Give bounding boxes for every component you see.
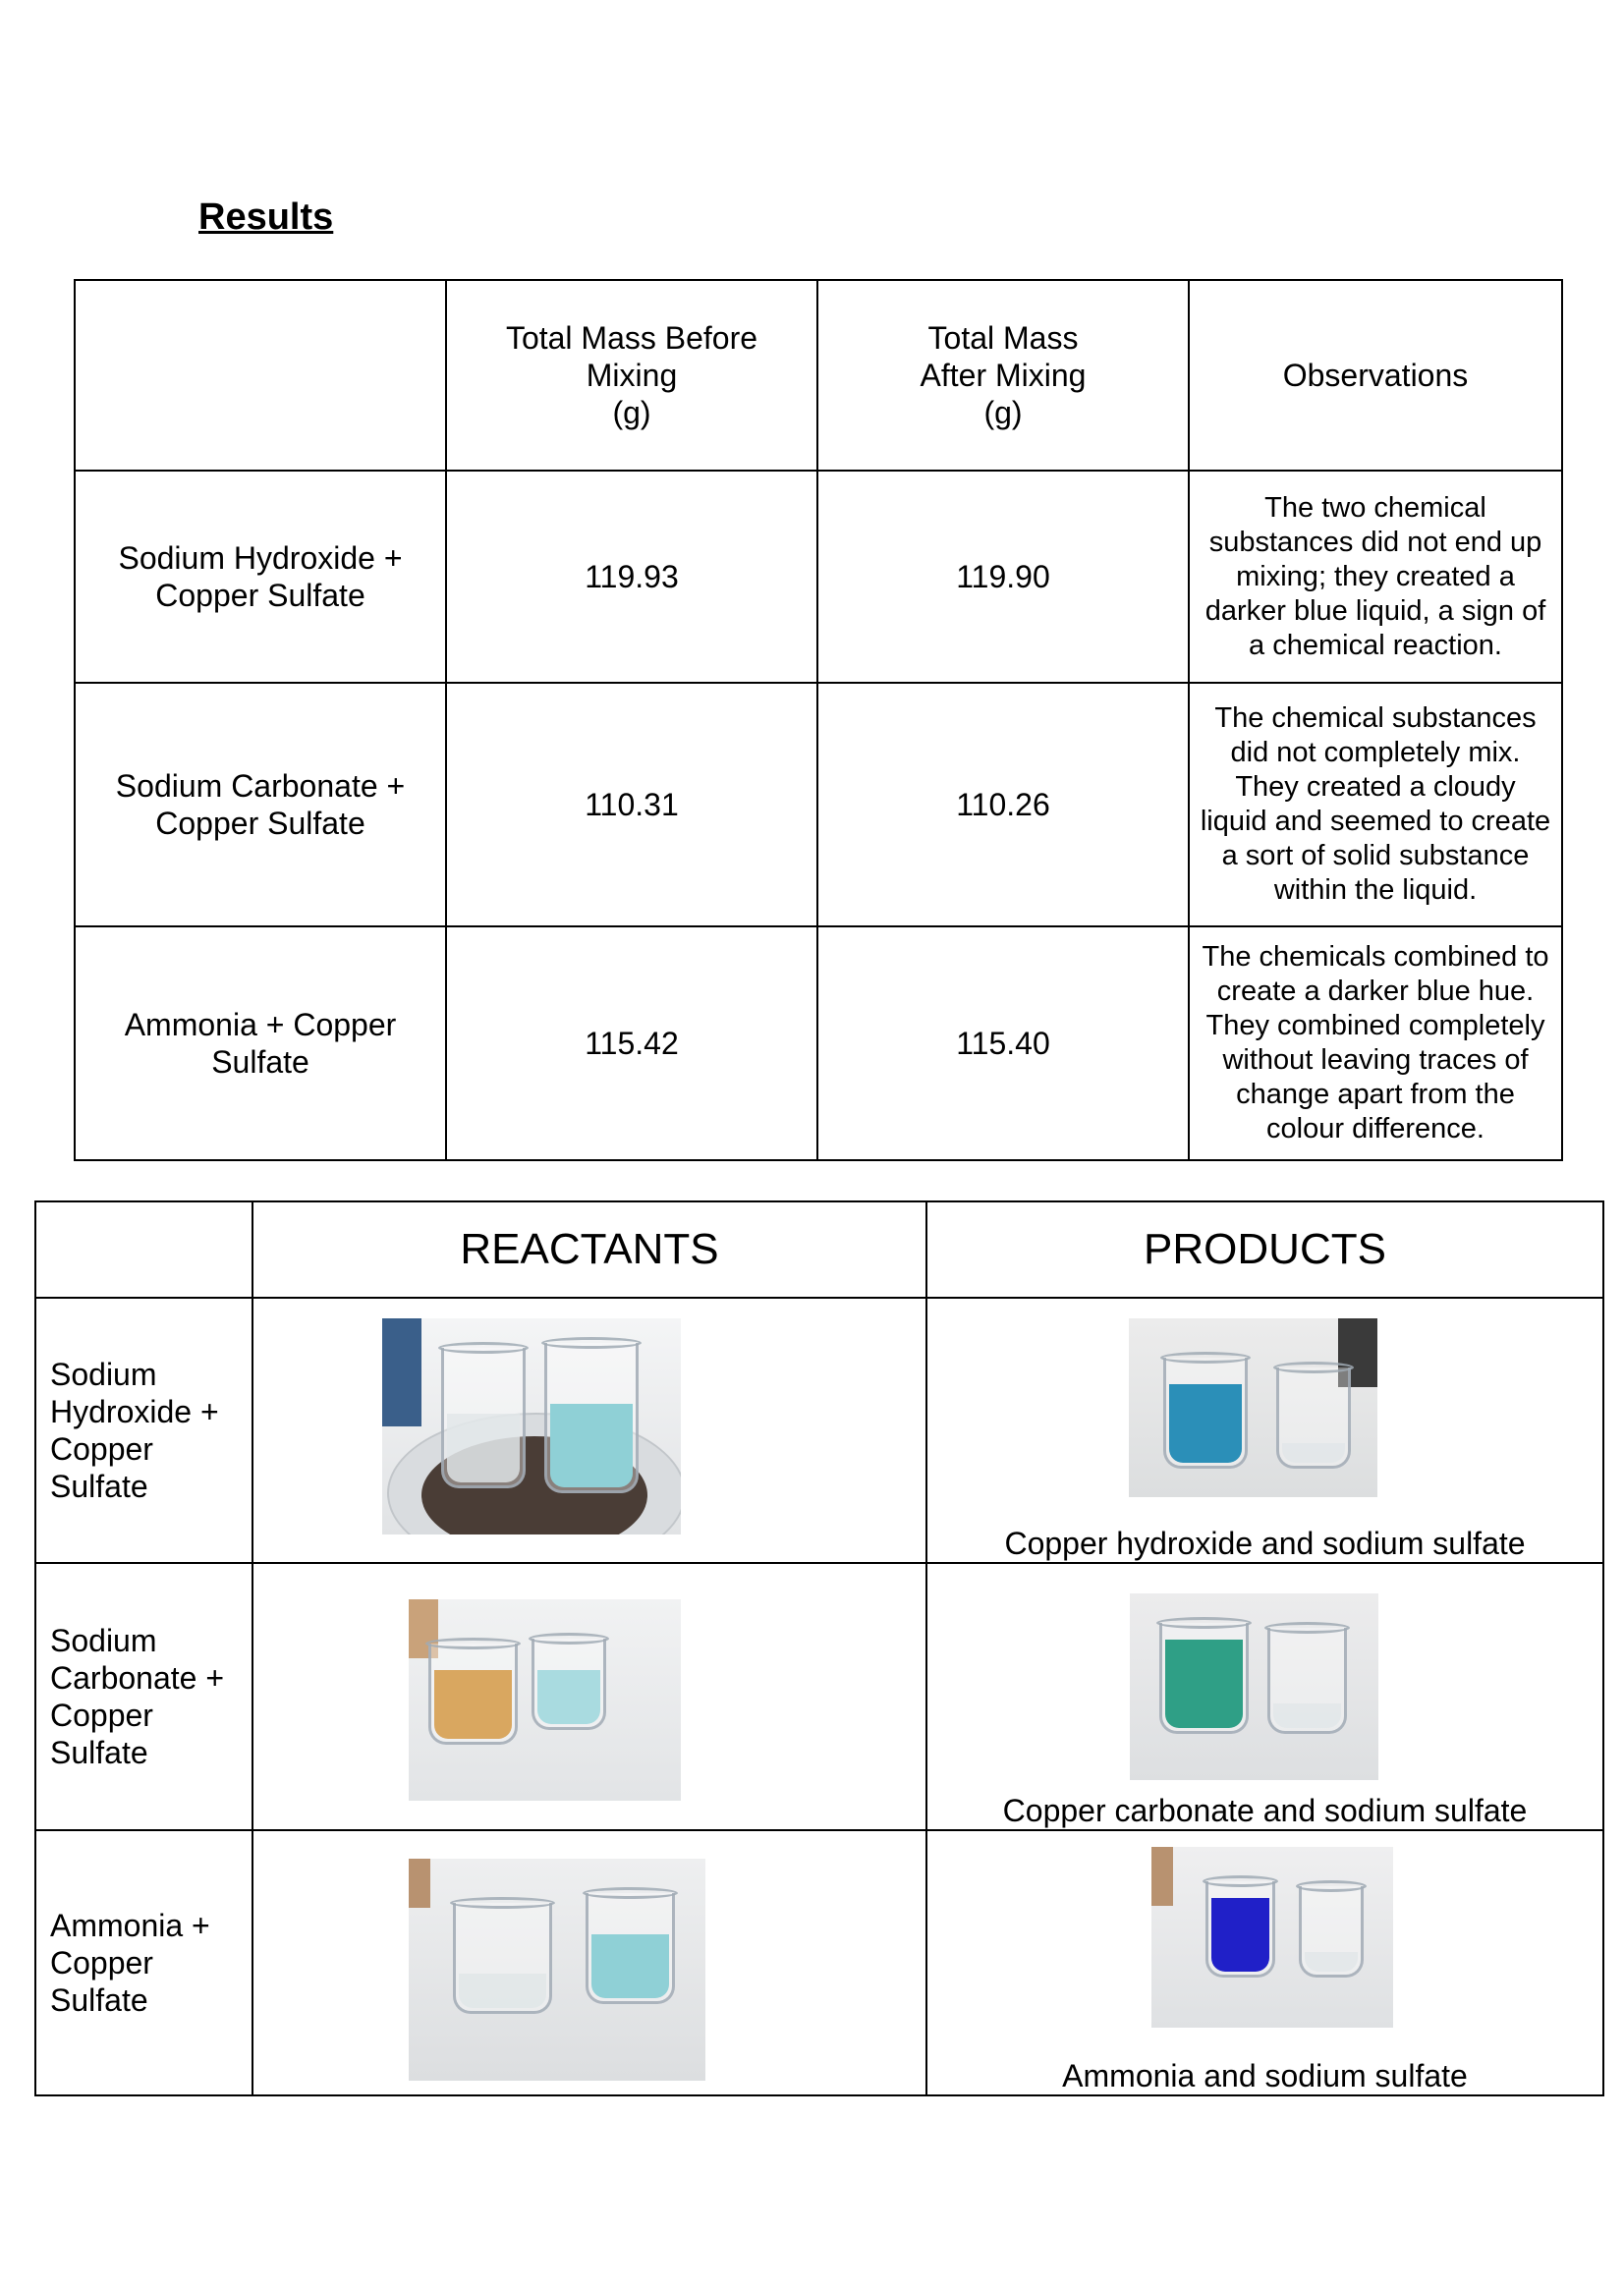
reaction-label: Ammonia + Copper Sulfate bbox=[35, 1830, 252, 2095]
products-photo bbox=[1151, 1847, 1393, 2028]
reactants-photo bbox=[382, 1318, 681, 1534]
mass-after: 119.90 bbox=[817, 471, 1189, 683]
header-reactants: REACTANTS bbox=[252, 1201, 926, 1298]
header-mass-before: Total Mass Before Mixing (g) bbox=[446, 280, 817, 471]
table-row bbox=[75, 683, 1562, 926]
header-mass-after: Total Mass After Mixing (g) bbox=[817, 280, 1189, 471]
rp-header-row bbox=[35, 1201, 1603, 1298]
mass-after: 110.26 bbox=[817, 683, 1189, 926]
observations: The chemicals combined to create a darker blue hue. They combined completely without leaving traces of change apart from the colour difference. bbox=[1189, 926, 1562, 1160]
mass-before: 119.93 bbox=[446, 471, 817, 683]
mixture-name: Sodium Hydroxide + Copper Sulfate bbox=[75, 471, 446, 683]
reaction-label: Sodium Carbonate + Copper Sulfate bbox=[35, 1563, 252, 1830]
results-table bbox=[74, 279, 1563, 1161]
mass-before: 110.31 bbox=[446, 683, 817, 926]
products-cell bbox=[926, 1830, 1603, 2095]
observations: The chemical substances did not completely mix. They created a cloudy liquid and seemed to create a sort of solid substance within the liquid. bbox=[1189, 683, 1562, 926]
reactants-cell bbox=[252, 1298, 926, 1563]
product-caption: Ammonia and sodium sulfate bbox=[1062, 2058, 1468, 2093]
mass-after: 115.40 bbox=[817, 926, 1189, 1160]
mixture-name: Ammonia + Copper Sulfate bbox=[75, 926, 446, 1160]
table-row bbox=[35, 1298, 1603, 1563]
reactants-cell bbox=[252, 1563, 926, 1830]
products-cell bbox=[926, 1563, 1603, 1830]
reactants-products-table bbox=[34, 1200, 1604, 2096]
results-header-row bbox=[75, 280, 1562, 471]
table-row bbox=[35, 1830, 1603, 2095]
products-cell bbox=[926, 1298, 1603, 1563]
table-row bbox=[75, 471, 1562, 683]
table-row bbox=[75, 926, 1562, 1160]
reaction-label: Sodium Hydroxide + Copper Sulfate bbox=[35, 1298, 252, 1563]
reactants-photo bbox=[409, 1859, 705, 2081]
header-products: PRODUCTS bbox=[926, 1201, 1603, 1298]
products-photo bbox=[1130, 1593, 1378, 1780]
mixture-name: Sodium Carbonate + Copper Sulfate bbox=[75, 683, 446, 926]
header-observations: Observations bbox=[1189, 280, 1562, 471]
mass-before: 115.42 bbox=[446, 926, 817, 1160]
results-heading: Results bbox=[198, 196, 334, 238]
table-row bbox=[35, 1563, 1603, 1830]
reactants-photo bbox=[409, 1599, 681, 1801]
products-photo bbox=[1129, 1318, 1377, 1497]
observations: The two chemical substances did not end up mixing; they created a darker blue liquid, a sign of a chemical reaction. bbox=[1189, 471, 1562, 683]
product-caption: Copper hydroxide and sodium sulfate bbox=[1004, 1526, 1526, 1561]
header-empty bbox=[75, 280, 446, 471]
reactants-cell bbox=[252, 1830, 926, 2095]
header-empty bbox=[35, 1201, 252, 1298]
product-caption: Copper carbonate and sodium sulfate bbox=[1002, 1793, 1528, 1828]
